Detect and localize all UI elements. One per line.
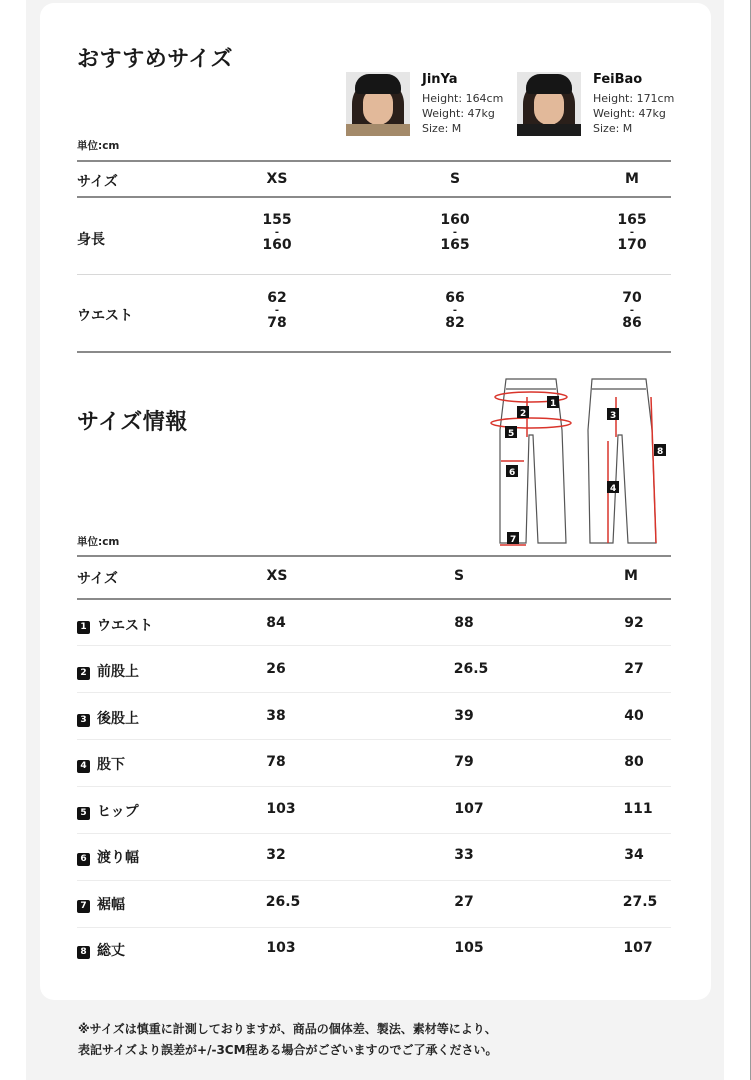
header-m: M (624, 568, 638, 584)
row-label: 裾幅 (97, 897, 125, 913)
svg-text:5: 5 (508, 429, 515, 439)
row-label-waist: ウエスト (77, 308, 133, 324)
table-top-rule (77, 555, 671, 557)
disclaimer-line-1: ※サイズは慎重に計測しておりますが、商品の個体差、製法、素材等により、 (78, 1022, 497, 1036)
range-cell: 165 - 170 (617, 212, 647, 253)
model-size: Size: M (593, 122, 633, 135)
row-label: 総丈 (97, 943, 125, 959)
svg-text:7: 7 (510, 535, 517, 545)
disclaimer-line-2: 表記サイズより誤差が+/-3CM程ある場合がございますのでご了承ください。 (78, 1043, 498, 1057)
header-size: サイズ (77, 174, 118, 190)
header-s: S (453, 568, 465, 584)
row-label: 後股上 (97, 711, 139, 727)
number-badge: 2 (77, 667, 90, 680)
row-label-height: 身長 (77, 232, 105, 248)
range-cell: 66 - 82 (445, 290, 465, 331)
number-badge: 4 (77, 760, 90, 773)
pants-measurement-diagram (486, 375, 676, 550)
model-weight: Weight: 47kg (593, 107, 666, 120)
svg-text:1: 1 (550, 399, 557, 409)
row-label: ヒップ (97, 804, 139, 820)
model-height: Height: 164cm (422, 92, 504, 105)
svg-text:2: 2 (520, 409, 527, 419)
model-weight: Weight: 47kg (422, 107, 495, 120)
table-bottom-rule (77, 351, 671, 353)
number-badge: 6 (77, 853, 90, 866)
model-height: Height: 171cm (593, 92, 675, 105)
range-cell: 155 - 160 (262, 212, 292, 253)
model-card-jinya (346, 72, 503, 136)
unit-label: 単位:cm (77, 140, 120, 152)
model-name: JinYa (422, 72, 458, 87)
header-size: サイズ (77, 571, 118, 587)
model-photo-feibao (517, 72, 581, 136)
svg-text:4: 4 (610, 484, 617, 494)
row-label: 渡り幅 (97, 850, 139, 866)
header-rule (77, 196, 671, 198)
unit-label: 単位:cm (77, 536, 120, 548)
row-divider (77, 274, 671, 275)
number-badge: 1 (77, 621, 90, 634)
range-cell: 70 - 86 (622, 290, 642, 331)
row-label: 股下 (97, 757, 125, 773)
number-badge: 7 (77, 900, 90, 913)
table-top-rule (77, 160, 671, 162)
range-cell: 160 - 165 (440, 212, 470, 253)
header-rule (77, 598, 671, 600)
recommended-size-title: おすすめサイズ (77, 47, 233, 72)
model-card-feibao (517, 72, 674, 136)
row-label: 前股上 (97, 664, 139, 680)
header-xs: XS (266, 171, 288, 187)
number-badge: 3 (77, 714, 90, 727)
row-label: ウエスト (97, 618, 153, 634)
svg-text:6: 6 (509, 468, 516, 478)
size-disclaimer (78, 1019, 498, 1061)
header-s: S (449, 171, 461, 187)
number-badge: 8 (77, 946, 90, 959)
model-photo-jinya (346, 72, 410, 136)
model-name: FeiBao (593, 72, 643, 87)
svg-text:8: 8 (657, 447, 664, 457)
number-badge: 5 (77, 807, 90, 820)
header-xs: XS (266, 568, 288, 584)
svg-text:3: 3 (610, 411, 617, 421)
size-info-title: サイズ情報 (77, 410, 188, 435)
header-m: M (625, 171, 639, 187)
range-cell: 62 - 78 (267, 290, 287, 331)
model-size: Size: M (422, 122, 462, 135)
